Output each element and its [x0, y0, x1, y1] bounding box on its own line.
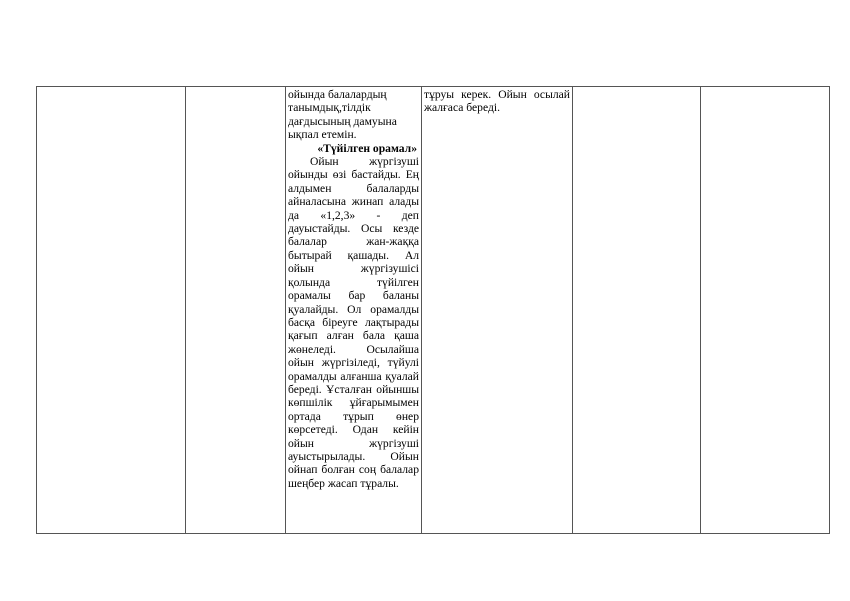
plan-table — [36, 86, 830, 534]
continuation-text: тұруы керек. Ойын осылай жалғаса береді. — [424, 88, 570, 115]
table-cell-3 — [286, 87, 422, 534]
intro-text: ойында балалардың танымдық,тілдік дағдысының дамуына ықпал етемін. — [288, 88, 397, 142]
game-description: Ойын жүргізуші ойынды өзі бастайды. Ең алдымен балаларды айналасына жинап алады да «1,2,3» - деп дауыстайды. Осы кезде балалар жан-жаққа бытырай қашады. Ал ойын жүргізушісі қолында түйілген орамалы бар баланы қуалайды. Ол орамалды басқа біреуге лақтырады қағып алған бала қаша жөнеледі. Осылайша ойын жүргізіледі, түйулі орамалды алғанша қуалай береді. Ұсталған ойыншы көпшілік ұйғарымымен ортада тұрып өнер көрсетеді. Одан кейін ойын жүргізуші ауыстырылады. Ойын ойнап болған соң балалар шеңбер жасап тұралы. — [288, 155, 419, 490]
table-cell-4 — [422, 87, 573, 534]
cell-3-content — [286, 87, 421, 490]
table-row — [37, 87, 830, 534]
table-cell-5 — [573, 87, 701, 534]
table-cell-2 — [186, 87, 286, 534]
game-title: «Түйілген орамал» — [317, 141, 417, 155]
table-cell-6 — [701, 87, 830, 534]
table-cell-1 — [37, 87, 186, 534]
